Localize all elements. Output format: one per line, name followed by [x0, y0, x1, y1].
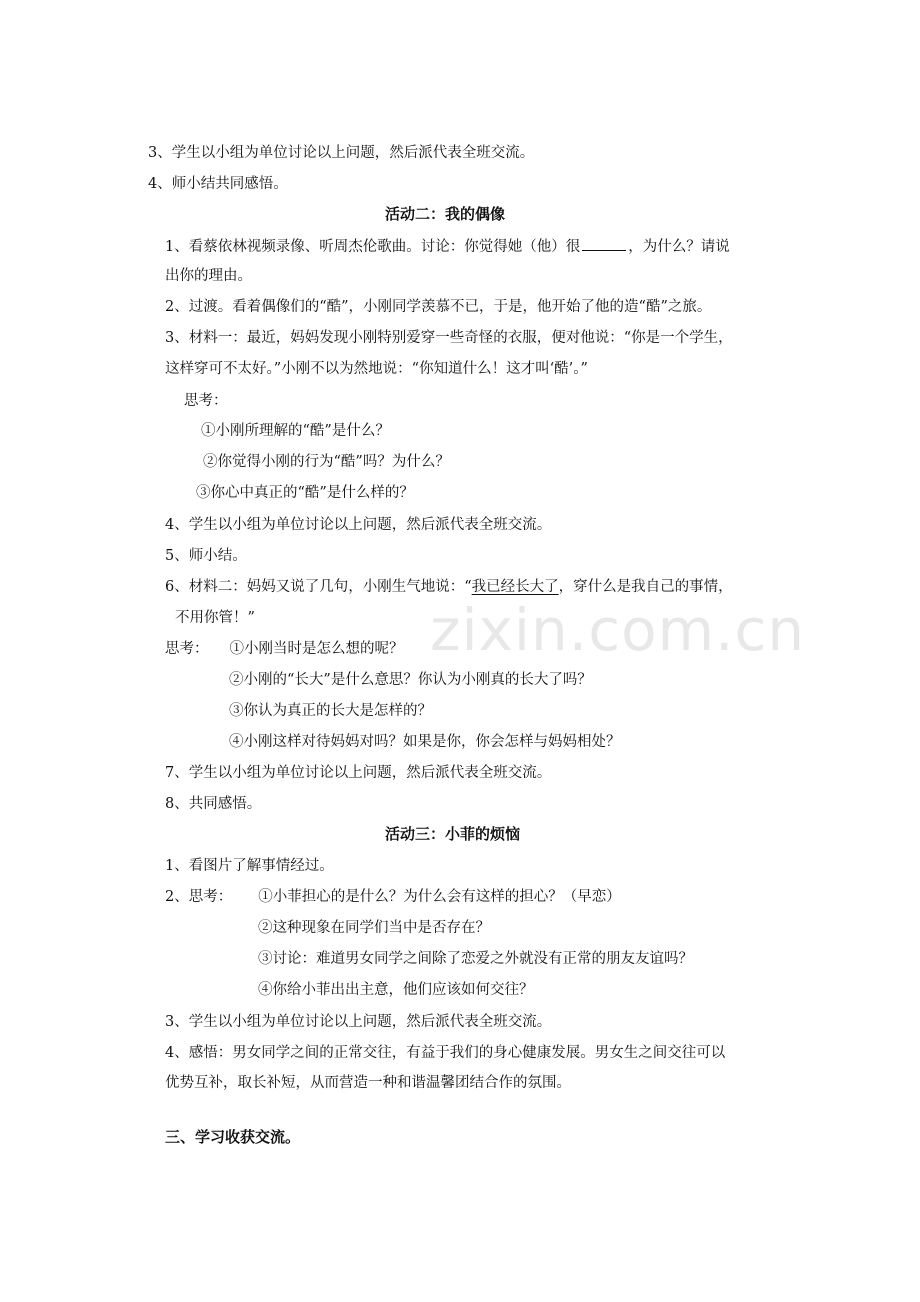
underlined-quote: 我已经长大了 — [471, 579, 559, 595]
line-question: ④你给小菲出出主意，他们应该如何交往？ — [258, 982, 534, 998]
text-part: ，穿什么是我自己的事情， — [558, 579, 733, 595]
line-continuation: 不用你管！” — [175, 610, 255, 626]
line-continuation: 这样穿可不太好。”小刚不以为然地说：“你知道什么！这才叫‘酷’。” — [165, 361, 588, 377]
text-part: ，为什么？请说 — [628, 239, 730, 255]
line-group-discussion: 4、学生以小组为单位讨论以上问题，然后派代表全班交流。 — [165, 517, 552, 533]
question-text: ①小菲担心的是什么？为什么会有这样的担心？（早恋） — [258, 889, 621, 905]
watermark: zixin.com.cn — [430, 596, 806, 664]
line-teacher-summary: 4、师小结共同感悟。 — [148, 176, 288, 192]
line-continuation: 优势互补，取长补短，从而营造一种和谐温馨团结合作的氛围。 — [165, 1075, 571, 1091]
line-group-discussion: 7、学生以小组为单位讨论以上问题，然后派代表全班交流。 — [165, 765, 552, 781]
text-part: 6、材料二：妈妈又说了几句，小刚生气地说：“ — [165, 579, 472, 595]
think-label: 2、思考： — [165, 889, 233, 905]
line-activity-three-item-1: 1、看图片了解事情经过。 — [165, 858, 334, 874]
line-teacher-summary: 5、师小结。 — [165, 548, 247, 564]
heading-activity-two: 活动二：我的偶像 — [385, 205, 506, 223]
line-material-one: 3、材料一：最近，妈妈发现小刚特别爱穿一些奇怪的衣服，便对他说：“你是一个学生， — [165, 330, 733, 346]
line-group-discussion: 3、学生以小组为单位讨论以上问题，然后派代表全班交流。 — [148, 145, 535, 161]
think-label: 思考： — [165, 641, 209, 657]
line-group-discussion: 3、学生以小组为单位讨论以上问题，然后派代表全班交流。 — [165, 1014, 552, 1030]
line-think-row — [165, 639, 404, 659]
line-shared-insight: 8、共同感悟。 — [165, 796, 262, 812]
line-question: ①小刚所理解的“酷”是什么？ — [201, 423, 390, 439]
line-think-row — [165, 887, 621, 907]
line-question: ④小刚这样对待妈妈对吗？如果是你，你会怎样与妈妈相处？ — [229, 734, 621, 750]
text-part: 1、看蔡依林视频录像、听周杰伦歌曲。讨论：你觉得她（他）很 — [165, 239, 581, 255]
line-question: ②你觉得小刚的行为“酷”吗？为什么？ — [203, 454, 450, 470]
line-question: ③你认为真正的长大是怎样的？ — [229, 703, 432, 719]
question-text: ①小刚当时是怎么想的呢？ — [229, 641, 404, 657]
line-insight: 4、感悟：男女同学之间的正常交往，有益于我们的身心健康发展。男女生之间交往可以 — [165, 1045, 726, 1061]
section-heading-learning-gains: 三、学习收获交流。 — [165, 1128, 301, 1146]
heading-activity-three: 活动三：小菲的烦恼 — [385, 825, 521, 843]
line-question: ②这种现象在同学们当中是否存在？ — [258, 920, 490, 936]
line-activity-two-item-1 — [165, 236, 730, 257]
line-continuation: 出你的理由。 — [165, 268, 252, 284]
line-think-label: 思考： — [184, 393, 228, 409]
line-question: ③你心中真正的“酷”是什么样的？ — [196, 485, 414, 501]
fill-in-blank — [582, 236, 626, 251]
line-activity-two-item-2: 2、过渡。看着偶像们的“酷”，小刚同学羡慕不已，于是，他开始了他的造“酷”之旅。 — [165, 299, 712, 315]
line-question: ③讨论：难道男女同学之间除了恋爱之外就没有正常的朋友友谊吗？ — [258, 951, 693, 967]
line-question: ②小刚的“长大”是什么意思？你认为小刚真的长大了吗？ — [229, 672, 592, 688]
line-material-two — [165, 577, 733, 597]
